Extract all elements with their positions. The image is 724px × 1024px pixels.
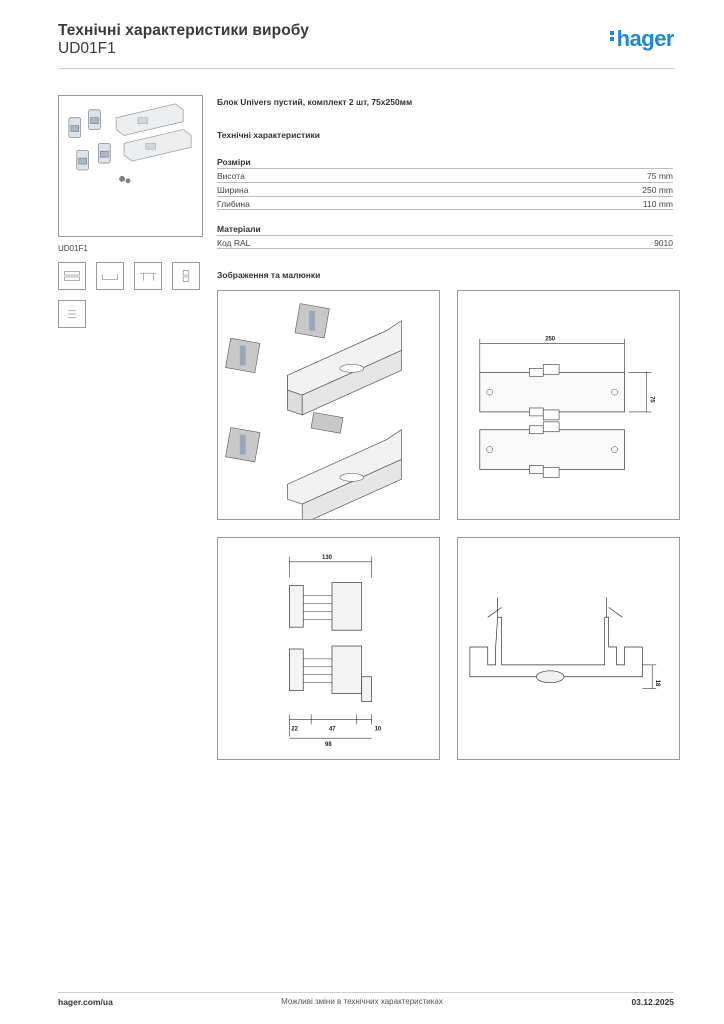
- materials-heading: Матеріали: [217, 224, 261, 234]
- thumbnail-3-icon: [135, 263, 161, 289]
- isometric-drawing: [218, 291, 439, 519]
- specs-heading: Технічні характеристики: [217, 130, 320, 140]
- spec-row-height: [217, 168, 673, 182]
- thumbnail-4[interactable]: [172, 262, 200, 290]
- footer-divider: [58, 992, 674, 993]
- spec-label: Висота: [217, 171, 245, 181]
- footer-site-link[interactable]: hager.com/ua: [58, 997, 113, 1007]
- spec-label: Ширина: [217, 185, 249, 195]
- dim-height: 75: [648, 396, 655, 403]
- spec-value: 75 mm: [647, 171, 673, 181]
- dim-a: 22: [291, 726, 298, 733]
- thumbnail-1[interactable]: [58, 262, 86, 290]
- thumbnail-2[interactable]: [96, 262, 124, 290]
- thumbnail-2-icon: [97, 263, 123, 289]
- images-heading: Зображення та малюнки: [217, 270, 321, 280]
- dim-b: 47: [328, 726, 336, 733]
- product-photo[interactable]: [58, 95, 203, 237]
- figure-isometric[interactable]: [217, 290, 440, 520]
- spec-row-width: [217, 182, 673, 196]
- spec-value: 9010: [654, 238, 673, 248]
- side-dimension-drawing: [218, 538, 439, 759]
- dimensions-heading: Розміри: [217, 157, 251, 167]
- dim-c: 10: [374, 726, 382, 733]
- spec-row-depth: [217, 196, 673, 210]
- spec-value: 110 mm: [642, 199, 673, 209]
- header-divider: [58, 68, 674, 69]
- figure-section[interactable]: [457, 537, 680, 760]
- product-photo-caption: UD01F1: [58, 244, 88, 253]
- front-dimension-drawing: [458, 291, 679, 519]
- footer-date: 03.12.2025: [631, 997, 674, 1007]
- section-drawing: [458, 538, 679, 759]
- logo-dots-icon: [610, 29, 614, 43]
- thumbnail-1-icon: [59, 263, 85, 289]
- dim-top: 130: [322, 554, 332, 561]
- product-name: Блок Univers пустий, комплект 2 шт, 75x250мм: [217, 97, 413, 107]
- spec-row-ral: [217, 235, 673, 249]
- product-photo-illustration: [59, 96, 202, 236]
- dim-depth: 18: [654, 679, 661, 687]
- page-header: [58, 22, 674, 68]
- figure-front-dimensions[interactable]: [457, 290, 680, 520]
- thumbnail-5-icon: [59, 301, 85, 327]
- spec-label: Глибина: [217, 199, 250, 209]
- footer-note: Можливі зміни в технічних характеристиках: [281, 997, 443, 1006]
- spec-label: Код RAL: [217, 238, 251, 248]
- thumbnail-3[interactable]: [134, 262, 162, 290]
- figure-side-dimensions[interactable]: [217, 537, 440, 760]
- spec-value: 250 mm: [642, 185, 673, 195]
- dim-bottom: 98: [325, 742, 332, 749]
- product-code: UD01F1: [58, 40, 116, 57]
- dim-width: 250: [545, 336, 556, 343]
- page-title: Технічні характеристики виробу: [58, 22, 309, 39]
- hager-logo: [610, 26, 674, 52]
- logo-text: hager: [616, 26, 674, 51]
- thumbnail-5[interactable]: [58, 300, 86, 328]
- thumbnail-4-icon: [173, 263, 199, 289]
